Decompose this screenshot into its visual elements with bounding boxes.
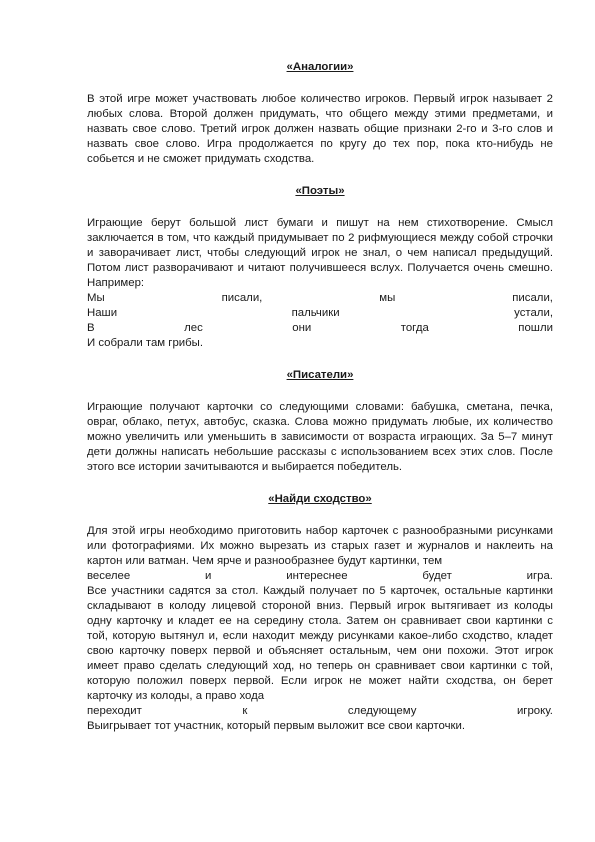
- poem-word: пошли: [518, 322, 553, 334]
- section-title-find-similarity: «Найди сходство»: [268, 493, 372, 505]
- spread-word: к: [242, 705, 248, 717]
- section-title-writers: «Писатели»: [286, 369, 354, 381]
- spread-word: игроку.: [516, 705, 553, 717]
- poem-line: [87, 336, 553, 351]
- poem-line: [87, 321, 553, 336]
- poem-word: И собрали там грибы.: [87, 337, 204, 349]
- poem-word: лес: [184, 322, 203, 334]
- spread-word: веселее: [87, 570, 131, 582]
- spread-word: интереснее: [286, 570, 348, 582]
- section-title-analogies: «Аналогии»: [286, 61, 354, 73]
- section-text-analogies: В этой игре может участвовать любое количество игроков. Первый игрок называет 2 любых слова. Второй должен придумать, что общего между этими предметами, и назвать свое слово. Третий игрок должен назвать общие признаки 2-го и 3-го слов и назвать свое слово. Игра продолжается по кругу до тех пор, пока кто-нибудь не собьется и не сможет придумать сходства.: [87, 93, 553, 165]
- document-content: [87, 60, 553, 734]
- spread-word: и: [205, 570, 212, 582]
- poem-word: писали,: [512, 292, 553, 304]
- spread-line: [87, 569, 553, 584]
- section-text-find-similarity-winner: Выигрывает тот участник, который первым выложит все свои карточки.: [87, 720, 466, 732]
- poem-word: писали,: [221, 292, 263, 304]
- poem-word: устали,: [514, 307, 553, 319]
- poem-word: они: [292, 322, 312, 334]
- spread-line: [87, 704, 553, 719]
- poem-word: тогда: [400, 322, 429, 334]
- poem-line: [87, 291, 553, 306]
- poem-word: пальчики: [291, 307, 340, 319]
- section-text-poets: Играющие берут большой лист бумаги и пишут на нем стихотворение. Смысл заключается в том, что каждый придумывает по 2 рифмующиеся между собой строчки и заворачивает лист, чтобы следующий игрок не знал, о чем написал предыдущий. Потом лист разворачивают и читают получившееся вслух. Получается очень смешно. Например:: [87, 217, 553, 289]
- poem-word: В: [87, 322, 95, 334]
- spread-word: следующему: [347, 705, 417, 717]
- poem-word: Наши: [87, 307, 118, 319]
- poem-line: [87, 306, 553, 321]
- section-text-writers: Играющие получают карточки со следующими словами: бабушка, сметана, печка, овраг, облако, петух, автобус, сказка. Слова можно придумать любые, их количество можно увеличить или уменьшить в зависимости от возраста играющих. За 5–7 минут дети должны написать небольшие рассказы с использованием всех этих слов. После этого все истории зачитываются и выбирается победитель.: [87, 401, 553, 473]
- spread-word: переходит: [87, 705, 142, 717]
- spread-word: игра.: [526, 570, 553, 582]
- section-title-poets: «Поэты»: [295, 185, 345, 197]
- spread-word: будет: [422, 570, 452, 582]
- poem-word: мы: [379, 292, 396, 304]
- poem-word: Мы: [87, 292, 105, 304]
- section-text-find-similarity: Для этой игры необходимо приготовить набор карточек с разнообразными рисунками или фотографиями. Их можно вырезать из старых газет и журналов и наклеить на картон или ватман. Чем ярче и разнообразнее будут картинки, тем: [87, 525, 553, 567]
- section-text-find-similarity-rules: Все участники садятся за стол. Каждый получает по 5 карточек, остальные картинки складывают в колоду лицевой стороной вниз. Первый игрок вытягивает из колоды одну карточку и кладет ее на середину стола. Затем он сравнивает свои картинки с той, которую вытянул и, если находит между рисунками какое-либо сходство, кладет свою карточку поверх первой и объясняет остальным, чем они похожи. Этот игрок имеет право сделать следующий ход, но теперь он сравнивает свои картинки с той, которую положил поверх первой. Если игрок не может найти сходства, он берет карточку из колоды, а право хода: [87, 585, 553, 702]
